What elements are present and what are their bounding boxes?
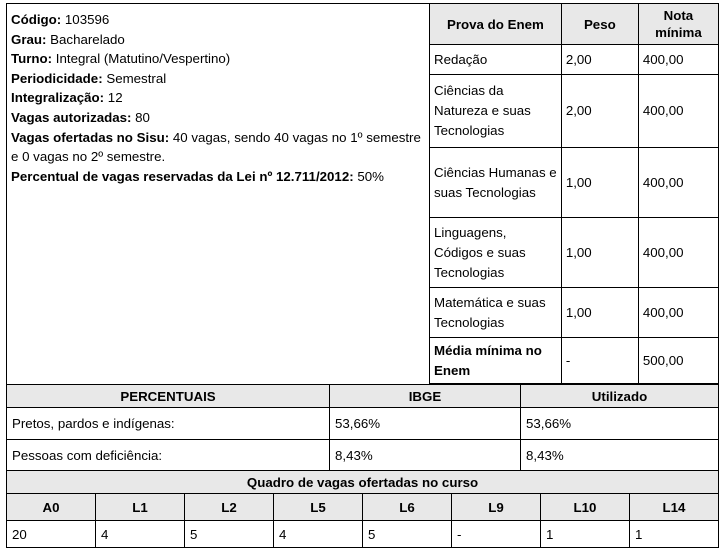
- info-line-integralizacao: Integralização: 12: [11, 90, 123, 106]
- course-info-sheet: [2, 0, 721, 543]
- quadro-header: L6: [363, 494, 452, 521]
- enem-media-nota: 500,00: [638, 338, 718, 384]
- quadro-value: 5: [363, 521, 452, 548]
- perc-header-utilizado: Utilizado: [521, 385, 719, 408]
- enem-prova: Matemática e suas Tecnologias: [430, 288, 562, 338]
- quadro-value: -: [452, 521, 541, 548]
- percentuais-table: [6, 384, 719, 472]
- info-line-grau: Grau: Bacharelado: [11, 31, 125, 47]
- quadro-value: 4: [96, 521, 185, 548]
- enem-header-peso: Peso: [561, 4, 638, 45]
- quadro-header: L14: [630, 494, 719, 521]
- perc-row-label: Pessoas com deficiência:: [7, 440, 330, 472]
- info-line-periodicidade: Periodicidade: Semestral: [11, 70, 167, 86]
- enem-nota: 400,00: [638, 288, 718, 338]
- enem-header-nota: Nota mínima: [638, 4, 718, 45]
- info-line-vagas-sisu: Vagas ofertadas no Sisu: 40 vagas, sendo 40 vagas no 1º semestre e 0 vagas no 2º semestre.: [11, 129, 421, 165]
- quadro-value: 5: [185, 521, 274, 548]
- perc-header-ibge: IBGE: [330, 385, 521, 408]
- perc-header-label: PERCENTUAIS: [7, 385, 330, 408]
- quadro-header: L5: [274, 494, 363, 521]
- course-details: [11, 10, 426, 186]
- enem-prova: Redação: [430, 45, 562, 75]
- perc-row-ibge: 8,43%: [330, 440, 521, 472]
- quadro-vagas-table: [6, 470, 719, 548]
- enem-nota: 400,00: [638, 45, 718, 75]
- info-line-turno: Turno: Integral (Matutino/Vespertino): [11, 51, 231, 67]
- quadro-value: 1: [541, 521, 630, 548]
- enem-nota: 400,00: [638, 218, 718, 288]
- enem-table: [429, 3, 719, 384]
- info-line-codigo: Código: 103596: [11, 12, 110, 27]
- enem-header-prova: Prova do Enem: [430, 4, 562, 45]
- quadro-header: A0: [7, 494, 96, 521]
- perc-row-label: Pretos, pardos e indígenas:: [7, 408, 330, 440]
- quadro-value: 1: [630, 521, 719, 548]
- quadro-title: Quadro de vagas ofertadas no curso: [7, 471, 719, 494]
- perc-row-utilizado: 53,66%: [521, 408, 719, 440]
- enem-nota: 400,00: [638, 75, 718, 148]
- perc-row-ibge: 53,66%: [330, 408, 521, 440]
- perc-row-utilizado: 8,43%: [521, 440, 719, 472]
- info-line-vagas-autorizadas: Vagas autorizadas: 80: [11, 109, 150, 125]
- enem-peso: 2,00: [561, 75, 638, 148]
- enem-media-peso: -: [561, 338, 638, 384]
- quadro-header: L2: [185, 494, 274, 521]
- info-line-percentual-reservadas: Percentual de vagas reservadas da Lei nº 12.711/2012: 50%: [11, 168, 384, 184]
- quadro-header: L1: [96, 494, 185, 521]
- quadro-value: 4: [274, 521, 363, 548]
- enem-prova: Linguagens, Códigos e suas Tecnologias: [430, 218, 562, 288]
- quadro-header: L9: [452, 494, 541, 521]
- enem-prova: Ciências da Natureza e suas Tecnologias: [430, 75, 562, 148]
- enem-nota: 400,00: [638, 148, 718, 218]
- enem-peso: 1,00: [561, 218, 638, 288]
- enem-peso: 1,00: [561, 148, 638, 218]
- enem-prova: Ciências Humanas e suas Tecnologias: [430, 148, 562, 218]
- enem-media-label: Média mínima no Enem: [430, 338, 562, 384]
- enem-peso: 2,00: [561, 45, 638, 75]
- quadro-header: L10: [541, 494, 630, 521]
- enem-peso: 1,00: [561, 288, 638, 338]
- quadro-value: 20: [7, 521, 96, 548]
